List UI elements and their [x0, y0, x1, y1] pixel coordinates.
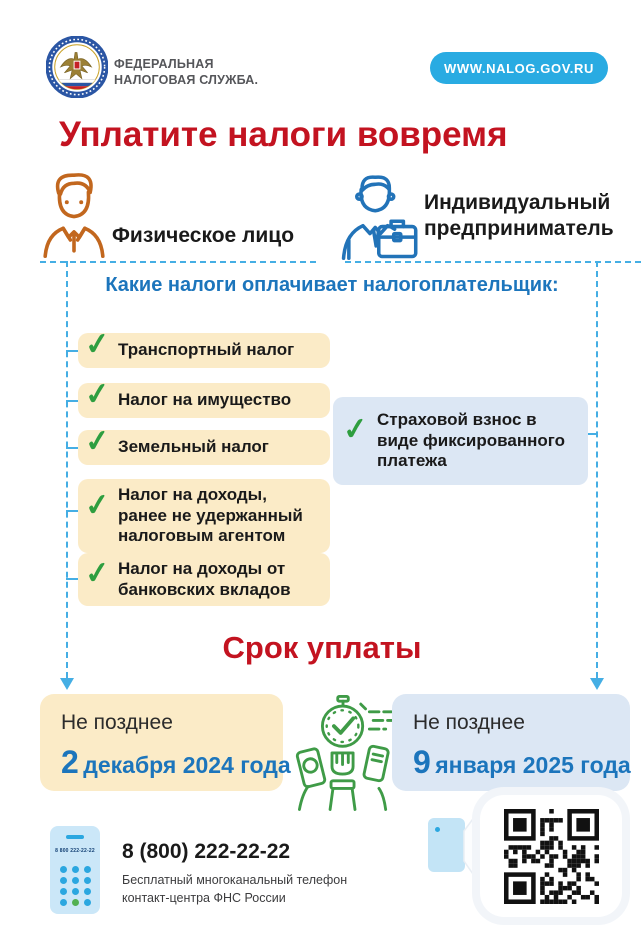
checkmark-icon: ✓	[341, 411, 370, 448]
page-title: Уплатите налоги вовремя	[59, 115, 508, 154]
phone-keypad	[60, 866, 92, 906]
entrepreneur-person-icon	[331, 172, 423, 260]
tax-item-label: Налог на доходы от банковских вкладов	[118, 559, 291, 599]
contact-phone-number: 8 (800) 222-22-22	[122, 840, 291, 863]
dashed-line-right-vertical	[596, 261, 598, 678]
tax-item	[78, 479, 330, 553]
stub-line	[66, 510, 78, 512]
stub-line	[66, 400, 78, 402]
stub-line	[588, 433, 597, 435]
agency-name: ФЕДЕРАЛЬНАЯ НАЛОГОВАЯ СЛУЖБА.	[114, 57, 259, 88]
deadline-card-individual	[40, 694, 291, 791]
deadline-heading: Срок уплаты	[222, 630, 422, 665]
tax-item	[78, 423, 330, 465]
phone-description-line: контакт-центра ФНС России	[122, 891, 286, 906]
individual-label: Физическое лицо	[112, 224, 295, 247]
deadline-day: 9	[413, 744, 431, 780]
checkmark-icon: ✓	[83, 423, 112, 460]
phone-description-line: Бесплатный многоканальный телефон	[122, 873, 348, 887]
deadline-day: 2	[61, 744, 79, 780]
taxes-section-heading: Какие налоги оплачивает налогоплательщик:	[105, 274, 559, 296]
tax-item-label: Транспортный налог	[118, 340, 295, 360]
deadline-label: Не позднее	[61, 711, 173, 734]
tax-item	[78, 376, 330, 418]
stub-line	[66, 447, 78, 449]
tax-item-label: Страховой взнос в виде фиксированного платежа	[377, 409, 565, 471]
stopwatch-hands-icon	[286, 692, 401, 812]
checkmark-icon: ✓	[83, 555, 112, 592]
dashed-line-left-vertical	[66, 261, 68, 678]
tax-item	[333, 397, 588, 485]
phone-keypad-icon	[50, 826, 100, 914]
checkmark-icon: ✓	[83, 487, 112, 524]
checkmark-icon: ✓	[83, 376, 112, 413]
stub-line	[66, 578, 78, 580]
deadline-card-entrepreneur	[392, 694, 630, 791]
deadline-date: декабря 2024 года	[83, 752, 291, 778]
scanning-phone-icon	[428, 818, 465, 872]
contact-phone-description	[122, 871, 347, 907]
phone-camera-dot	[435, 827, 440, 832]
qr-code-svg	[504, 809, 599, 904]
tax-item-label: Земельный налог	[118, 437, 269, 457]
tax-item	[78, 553, 330, 606]
site-url-button[interactable]: WWW.NALOG.GOV.RU	[430, 52, 608, 84]
qr-code	[480, 795, 622, 917]
tax-item-label: Налог на имущество	[118, 390, 292, 410]
deadline-label: Не позднее	[413, 711, 525, 734]
arrow-down-left-icon	[60, 678, 74, 690]
phone-speaker	[66, 835, 84, 839]
fns-emblem-icon	[46, 36, 108, 98]
dashed-line-left	[40, 261, 316, 263]
arrow-down-right-icon	[590, 678, 604, 690]
individual-person-icon	[38, 166, 110, 260]
entrepreneur-label: Индивидуальный предприниматель	[424, 191, 614, 241]
tax-item-label: Налог на доходы, ранее не удержанный налоговым агентом	[118, 485, 303, 546]
deadline-date: января 2025 года	[435, 752, 631, 778]
phone-icon-number: 8 800 222-22-22	[55, 848, 95, 854]
checkmark-icon: ✓	[83, 326, 112, 363]
stub-line	[66, 350, 78, 352]
tax-item	[78, 326, 330, 368]
